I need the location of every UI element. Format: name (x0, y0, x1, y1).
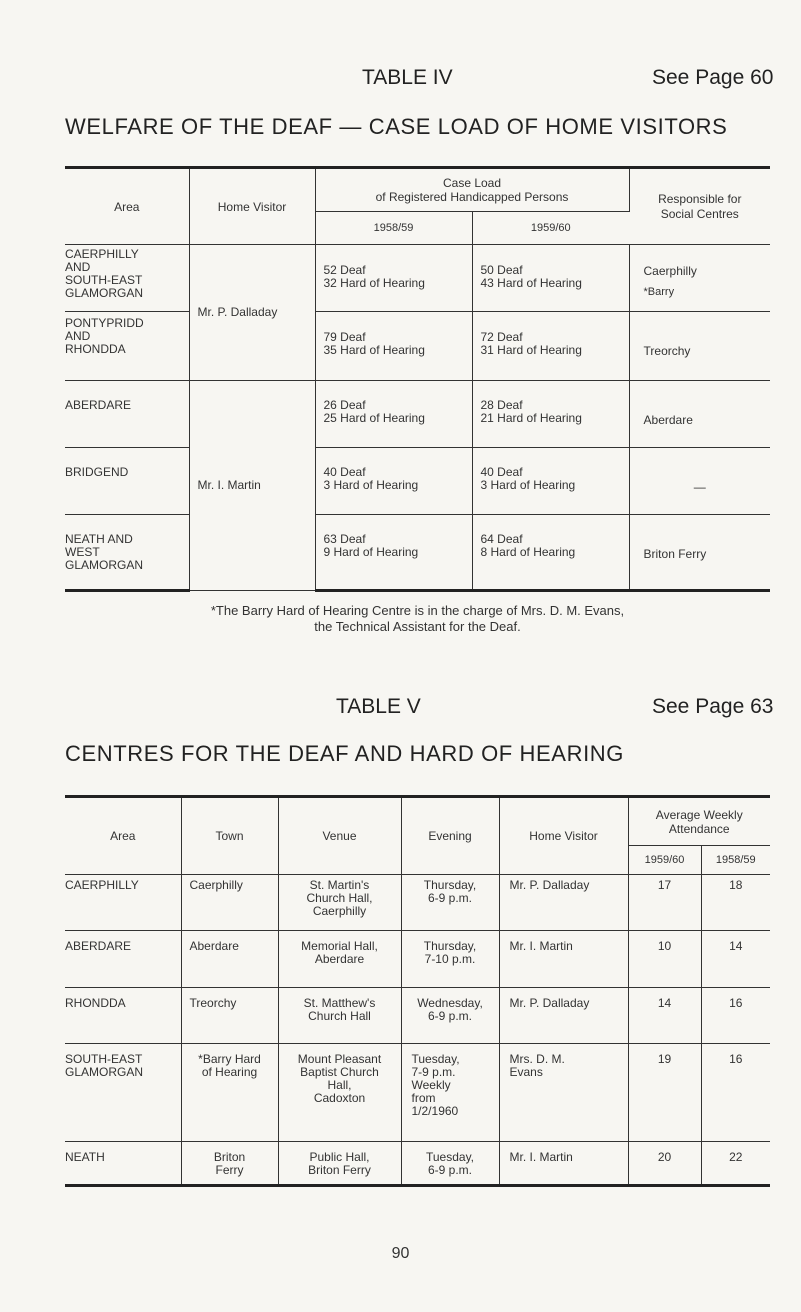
table-row (65, 448, 770, 515)
t4-header-1958: 1958/59 (315, 212, 472, 245)
t5-evening: Wednesday, 6-9 p.m. (401, 988, 499, 1044)
t4-centre: Briton Ferry (629, 515, 770, 591)
t4-visitor-dalladay: Mr. P. Dalladay (189, 245, 315, 381)
t4-1958: 79 Deaf 35 Hard of Hearing (315, 312, 472, 381)
t5-header-town: Town (181, 797, 278, 875)
table-row (65, 931, 770, 988)
t5-town: Aberdare (181, 931, 278, 988)
table5-title: CENTRES FOR THE DEAF AND HARD OF HEARING (65, 741, 624, 766)
t4-area: ABERDARE (65, 381, 189, 448)
t4-1959: 50 Deaf 43 Hard of Hearing (472, 245, 629, 312)
table4-title: WELFARE OF THE DEAF — CASE LOAD OF HOME VISITORS (65, 114, 728, 139)
t4-header-responsible: Responsible for Social Centres (629, 168, 770, 245)
t5-header-1958: 1958/59 (701, 846, 770, 875)
table-row (65, 381, 770, 448)
t5-attendance-1959: 19 (628, 1044, 701, 1142)
t5-venue: St. Martin's Church Hall, Caerphilly (278, 875, 401, 931)
t5-visitor: Mr. P. Dalladay (499, 875, 628, 931)
t5-evening: Thursday, 6-9 p.m. (401, 875, 499, 931)
table5-see-page: See Page 63 (652, 695, 774, 718)
t5-area: ABERDARE (65, 931, 181, 988)
t5-attendance-1958: 22 (701, 1142, 770, 1186)
t5-venue: St. Matthew's Church Hall (278, 988, 401, 1044)
t5-header-venue: Venue (278, 797, 401, 875)
table5-label: TABLE V (336, 695, 421, 718)
page-number: 90 (391, 1245, 410, 1262)
table5-centres-table (65, 795, 770, 1187)
table-row (65, 245, 770, 312)
t4-area: NEATH AND WEST GLAMORGAN (65, 515, 189, 591)
t5-venue: Mount Pleasant Baptist Church Hall, Cadoxton (278, 1044, 401, 1142)
t5-area: RHONDDA (65, 988, 181, 1044)
table4-see-page: See Page 60 (652, 66, 774, 89)
table-row (65, 875, 770, 931)
t5-visitor: Mr. I. Martin (499, 931, 628, 988)
t4-1959: 40 Deaf 3 Hard of Hearing (472, 448, 629, 515)
t4-1959: 64 Deaf 8 Hard of Hearing (472, 515, 629, 591)
table-row (65, 988, 770, 1044)
t4-header-1959: 1959/60 (472, 212, 629, 245)
t4-1959: 28 Deaf 21 Hard of Hearing (472, 381, 629, 448)
t4-centre: — (629, 448, 770, 515)
t5-attendance-1959: 14 (628, 988, 701, 1044)
t5-town: *Barry Hard of Hearing (181, 1044, 278, 1142)
t5-evening: Tuesday, 7-9 p.m. Weekly from 1/2/1960 (401, 1044, 499, 1142)
t4-centre: Aberdare (629, 381, 770, 448)
t5-venue: Public Hall, Briton Ferry (278, 1142, 401, 1186)
t5-header-1959: 1959/60 (628, 846, 701, 875)
table-row (65, 515, 770, 591)
t5-attendance-1959: 17 (628, 875, 701, 931)
t5-area: SOUTH-EAST GLAMORGAN (65, 1044, 181, 1142)
t5-attendance-1958: 18 (701, 875, 770, 931)
t5-town: Briton Ferry (181, 1142, 278, 1186)
t5-attendance-1958: 14 (701, 931, 770, 988)
t5-attendance-1958: 16 (701, 988, 770, 1044)
t4-1958: 26 Deaf 25 Hard of Hearing (315, 381, 472, 448)
t4-1959: 72 Deaf 31 Hard of Hearing (472, 312, 629, 381)
t5-evening: Tuesday, 6-9 p.m. (401, 1142, 499, 1186)
t5-attendance-1959: 10 (628, 931, 701, 988)
t4-area: PONTYPRIDD AND RHONDDA (65, 312, 189, 381)
table4-caseload-table (65, 166, 770, 592)
t5-evening: Thursday, 7-10 p.m. (401, 931, 499, 988)
t4-centre: Treorchy (629, 312, 770, 381)
t4-visitor-martin: Mr. I. Martin (189, 381, 315, 591)
table-row (65, 1044, 770, 1142)
t5-visitor: Mr. I. Martin (499, 1142, 628, 1186)
t4-area: CAERPHILLY AND SOUTH-EAST GLAMORGAN (65, 245, 189, 312)
table4-footnote: *The Barry Hard of Hearing Centre is in the charge of Mrs. D. M. Evans, the Technical Assistant for the Deaf. (210, 603, 625, 634)
t4-1958: 52 Deaf 32 Hard of Hearing (315, 245, 472, 312)
t5-area: CAERPHILLY (65, 875, 181, 931)
t4-1958: 40 Deaf 3 Hard of Hearing (315, 448, 472, 515)
t5-attendance-1959: 20 (628, 1142, 701, 1186)
t4-centre: Caerphilly *Barry (629, 245, 770, 312)
t5-header-area: Area (65, 797, 181, 875)
t5-visitor: Mrs. D. M. Evans (499, 1044, 628, 1142)
t5-header-evening: Evening (401, 797, 499, 875)
t4-header-area: Area (65, 168, 189, 245)
t4-area: BRIDGEND (65, 448, 189, 515)
t5-town: Caerphilly (181, 875, 278, 931)
t4-1958: 63 Deaf 9 Hard of Hearing (315, 515, 472, 591)
t5-header-attendance: Average Weekly Attendance (628, 797, 770, 846)
table-row (65, 312, 770, 381)
table4-label: TABLE IV (362, 66, 453, 89)
t5-venue: Memorial Hall, Aberdare (278, 931, 401, 988)
table-row (65, 1142, 770, 1186)
t5-town: Treorchy (181, 988, 278, 1044)
t4-header-home-visitor: Home Visitor (189, 168, 315, 245)
t5-visitor: Mr. P. Dalladay (499, 988, 628, 1044)
t5-attendance-1958: 16 (701, 1044, 770, 1142)
t5-area: NEATH (65, 1142, 181, 1186)
t5-header-home-visitor: Home Visitor (499, 797, 628, 875)
t4-header-case-load: Case Load of Registered Handicapped Persons (315, 168, 629, 212)
